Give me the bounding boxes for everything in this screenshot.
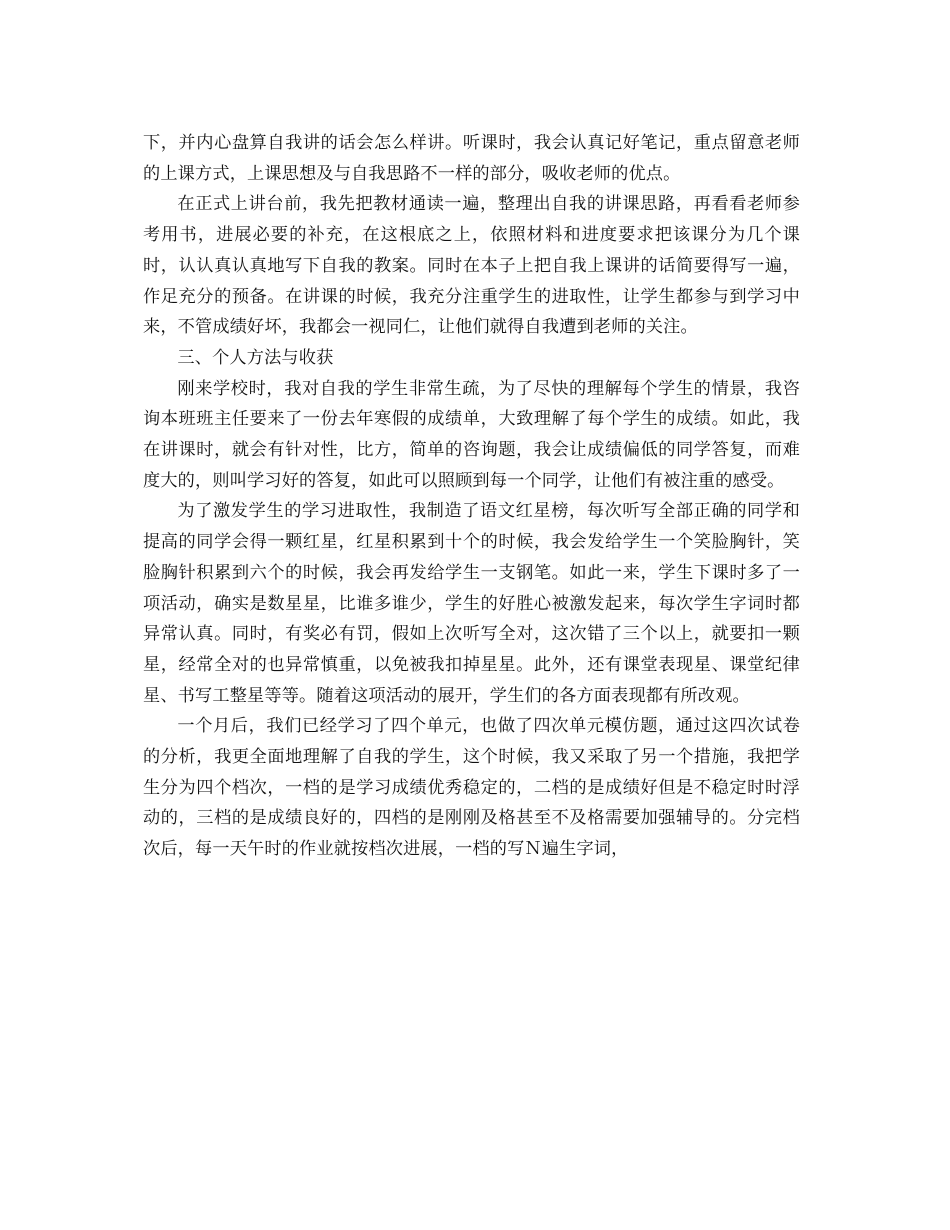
paragraph: 为了激发学生的学习进取性，我制造了语文红星榜，每次听写全部正确的同学和提高的同学会得一颗红星，红星积累到十个的时候，我会发给学生一个笑脸胸针，笑脸胸针积累到六个的时候，我会再发给学生一支钢笔。如此一来，学生下课时多了一项活动，确实是数星星，比谁多谁少，学生的好胜心被激发起来，每次学生字词时都异常认真。同时，有奖必有罚，假如上次听写全对，这次错了三个以上，就要扣一颗星，经常全对的也异常慎重，以免被我扣掉星星。此外，还有课堂表现星、课堂纪律星、书写工整星等等。随着这项活动的展开，学生们的各方面表现都有所改观。 xyxy=(143,501,800,706)
paragraph: 一个月后，我们已经学习了四个单元，也做了四次单元模仿题，通过这四次试卷的分析，我更全面地理解了自我的学生，这个时候，我又采取了另一个措施，我把学生分为四个档次，一档的是学习成绩优秀稳定的，二档的是成绩好但是不稳定时时浮动的，三档的是成绩良好的，四档的是刚刚及格甚至不及格需要加强辅导的。分完档次后，每一天午时的作业就按档次进展，一档的写Ｎ遍生字词， xyxy=(143,716,800,860)
document-body xyxy=(143,128,800,865)
paragraph: 刚来学校时，我对自我的学生非常生疏，为了尽快的理解每个学生的情景，我咨询本班班主任要来了一份去年寒假的成绩单，大致理解了每个学生的成绩。如此，我在讲课时，就会有针对性，比方，简单的咨询题，我会让成绩偏低的同学答复，而难度大的，则叫学习好的答复，如此可以照顾到每一个同学，让他们有被注重的感受。 xyxy=(143,378,800,491)
paragraph: 在正式上讲台前，我先把教材通读一遍，整理出自我的讲课思路，再看看老师参考用书，进展必要的补充，在这根底之上，依照材料和进度要求把该课分为几个课时，认认真认真地写下自我的教案。同时在本子上把自我上课讲的话简要得写一遍，作足充分的预备。在讲课的时候，我充分注重学生的进取性，让学生都参与到学习中来，不管成绩好坏，我都会一视同仁，让他们就得自我遭到老师的关注。 xyxy=(143,194,800,338)
paragraph: 下，并内心盘算自我讲的话会怎么样讲。听课时，我会认真记好笔记，重点留意老师的上课方式，上课思想及与自我思路不一样的部分，吸收老师的优点。 xyxy=(143,133,800,184)
section-heading: 三、个人方法与收获 xyxy=(177,347,334,368)
